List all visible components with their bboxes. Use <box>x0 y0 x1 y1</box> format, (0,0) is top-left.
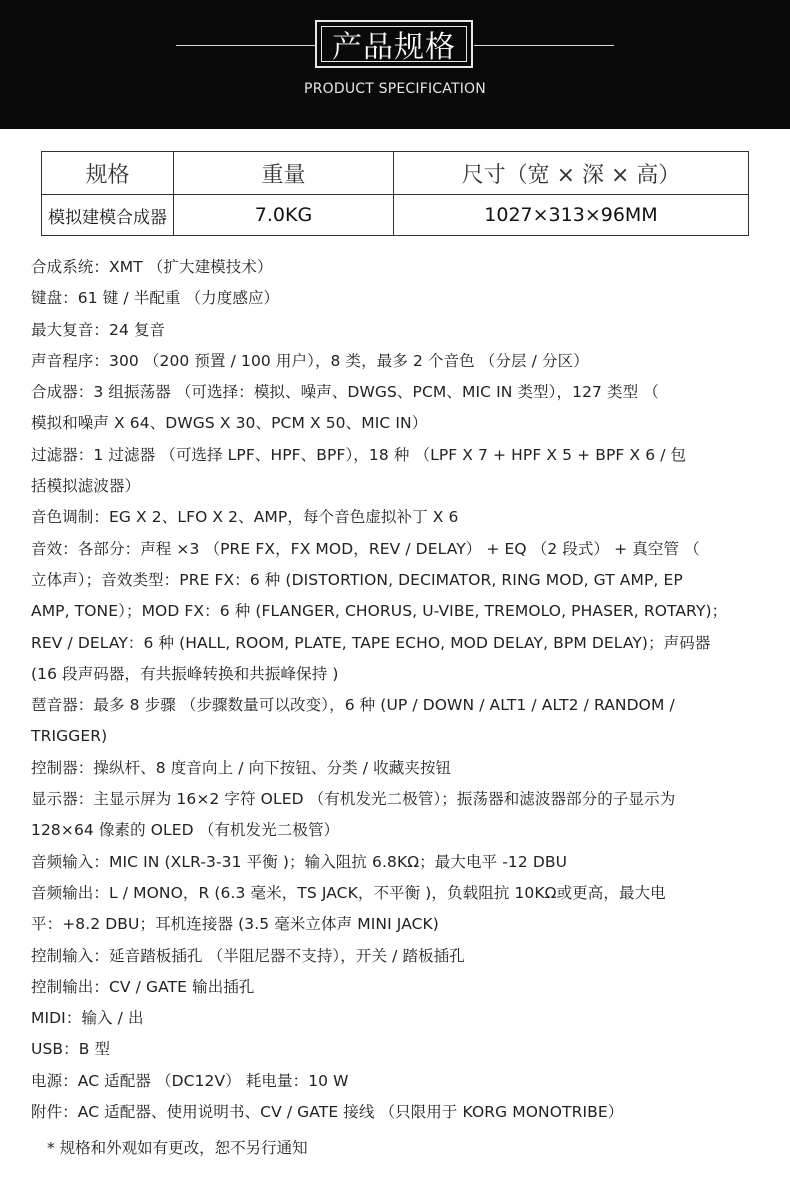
spec-line: 音效：各部分：声程 ×3 （PRE FX，FX MOD，REV / DELAY） + EQ （2 段式） + 真空管 （ <box>31 539 700 558</box>
spec-line: MIDI：输入 / 出 <box>31 1009 144 1028</box>
table-header-cell: 重量 <box>174 152 394 195</box>
spec-line: REV / DELAY：6 种 (HALL, ROOM, PLATE, TAPE ECHO, MOD DELAY, BPM DELAY)；声码器 <box>31 633 711 652</box>
header-banner <box>0 0 790 129</box>
table-cell-weight: 7.0KG <box>174 195 394 236</box>
spec-line: 音频输入：MIC IN (XLR-3-31 平衡 )；输入阻抗 6.8KΩ；最大电平 -12 DBU <box>31 852 568 871</box>
spec-line: 音色调制：EG X 2、LFO X 2、AMP，每个音色虚拟补丁 X 6 <box>31 508 459 527</box>
table-cell-dimensions: 1027×313×96MM <box>394 195 749 236</box>
table-row <box>42 195 749 236</box>
table-header-cell: 规格 <box>42 152 174 195</box>
spec-line: 括模拟滤波器） <box>31 477 141 496</box>
disclaimer-note: * 规格和外观如有更改，恕不另行通知 <box>47 1139 308 1157</box>
page-title: 产品规格 <box>332 30 456 65</box>
spec-line: 平：+8.2 DBU；耳机连接器 (3.5 毫米立体声 MINI JACK) <box>31 915 439 934</box>
spec-line: 过滤器：1 过滤器 （可选择 LPF、HPF、BPF），18 种 （LPF X 7 + HPF X 5 + BPF X 6 / 包 <box>31 445 687 464</box>
spec-line: 显示器：主显示屏为 16×2 字符 OLED （有机发光二极管）；振荡器和滤波器部分的子显示为 <box>31 790 676 809</box>
table-header-cell: 尺寸（宽 × 深 × 高） <box>394 152 749 195</box>
spec-line: 附件：AC 适配器、使用说明书、CV / GATE 接线 （只限用于 KORG MONOTRIBE） <box>31 1103 624 1122</box>
spec-line: 音频输出：L / MONO，R (6.3 毫米，TS JACK，不平衡 )，负载阻抗 10KΩ或更高，最大电 <box>31 883 666 902</box>
spec-line: 控制器：操纵杆、8 度音向上 / 向下按钮、分类 / 收藏夹按钮 <box>31 758 452 777</box>
spec-line: 模拟和噪声 X 64、DWGS X 30、PCM X 50、MIC IN） <box>31 414 428 433</box>
spec-line: 控制输出：CV / GATE 输出插孔 <box>31 977 255 996</box>
spec-line: 128×64 像素的 OLED （有机发光二极管） <box>31 821 340 840</box>
table-cell-model: 模拟建模合成器 <box>42 195 174 236</box>
spec-line: 合成器：3 组振荡器 （可选择：模拟、噪声、DWGS、PCM、MIC IN 类型），127 类型 （ <box>31 383 659 402</box>
spec-line: AMP, TONE）；MOD FX：6 种 (FLANGER, CHORUS, U-VIBE, TREMOLO, PHASER, ROTARY)； <box>31 602 728 621</box>
title-frame <box>315 20 473 68</box>
spec-line: (16 段声码器，有共振峰转换和共振峰保持 ) <box>31 664 339 683</box>
decorative-line-left <box>176 45 316 46</box>
table-header-row <box>42 152 749 195</box>
spec-table <box>41 151 749 236</box>
spec-line: 合成系统：XMT （扩大建模技术） <box>31 258 273 276</box>
spec-line: TRIGGER) <box>31 727 108 746</box>
spec-line: 声音程序：300 （200 预置 / 100 用户），8 类，最多 2 个音色 （分层 / 分区） <box>31 351 589 370</box>
spec-line: 控制输入：延音踏板插孔 （半阻尼器不支持），开关 / 踏板插孔 <box>31 946 465 965</box>
spec-line: USB：B 型 <box>31 1040 111 1059</box>
spec-line: 电源：AC 适配器 （DC12V） 耗电量：10 W <box>31 1071 349 1090</box>
spec-list <box>31 252 771 1128</box>
spec-line: 最大复音：24 复音 <box>31 320 166 339</box>
spec-line: 键盘：61 键 / 半配重 （力度感应） <box>31 289 280 308</box>
spec-line: 琶音器：最多 8 步骤 （步骤数量可以改变），6 种 (UP / DOWN / ALT1 / ALT2 / RANDOM / <box>31 696 675 715</box>
page-subtitle: PRODUCT SPECIFICATION <box>304 81 486 97</box>
decorative-line-right <box>474 45 614 46</box>
spec-line: 立体声）；音效类型：PRE FX：6 种 (DISTORTION, DECIMATOR, RING MOD, GT AMP, EP <box>31 570 683 589</box>
